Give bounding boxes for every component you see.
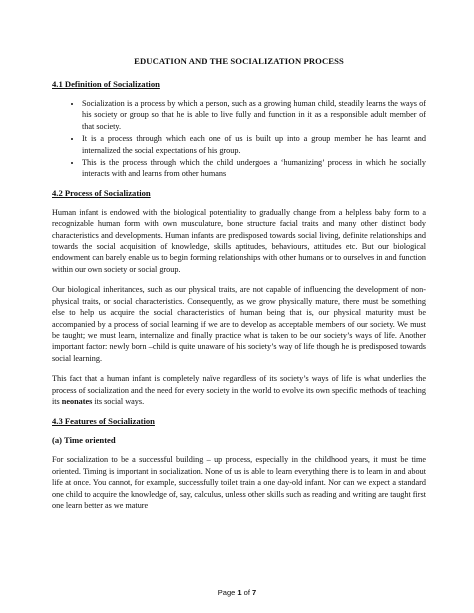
section-heading-features: 4.3 Features of Socialization (52, 416, 155, 427)
page-label: Page (217, 588, 236, 597)
process-paragraph: Human infant is endowed with the biological potentiality to gradually change from a helpless baby form to a recognizable human form with own musculature, bone structure facial traits and many other distinct body characteristics and developments. Human infants are predisposed towards social living, definite relationships and towards the social acquisition of knowledge, skills aptitudes, behaviours, attitudes etc. But our biological endowment can barely enable us to begin forming relationships with other humans or to ourselves in and function within our own society or social group. (52, 207, 426, 274)
definition-bullet: • Socialization is a process by which a person, such as a growing human child, steadily learns the ways of his society or group so that he is able to live fully and function in it as a responsible adult member of that society. (82, 98, 426, 132)
of-label: of (243, 588, 250, 597)
definition-bullet: • It is a process through which each one of us is built up into a group member he has learnt and internalized the social expectations of his group. (82, 133, 426, 156)
features-paragraph: For socialization to be a successful building – up process, especially in the childhood years, it must be time oriented. Timing is important in socialization. None of us is able to learn everything there is to learn in and about life at once. You cannot, for example, successfully toilet train a one day-old infant. Nor can we expect a standard one child to acquire the knowledge of, say, calculus, unless other skills such as reading and writing are taught first one learn better as we mature (52, 455, 426, 510)
page-footer (0, 588, 474, 597)
subheading-time-oriented: (a) Time oriented (52, 435, 116, 446)
document-title: EDUCATION AND THE SOCIALIZATION PROCESS (134, 56, 344, 66)
section-heading-process: 4.2 Process of Socialization (52, 187, 151, 198)
section-heading-definition: 4.1 Definition of Socialization (52, 79, 160, 89)
process-paragraph (52, 373, 426, 407)
definition-bullet: • This is the process through which the child undergoes a ‘humanizing’ process in which he socially interacts with and learns from other humans (82, 157, 426, 180)
total-pages: 7 (252, 588, 257, 597)
process-paragraph: Our biological inheritances, such as our physical traits, are not capable of influencing the development of non- physical traits, or social characteristics. Consequently, as we grow physically mature, there must be something else to help us acquire the social characteristics of human being that is, our physical maturity must be accompanied by a process of social learning if we are to develop as acceptable members of our society. We must be taught; we must learn, internalize and finally practice what is taken to be our society’s ways of life. Another important factor: newly born –child is quite unaware of his society’s way of life though he is predisposed towards social learning. (52, 285, 426, 363)
definition-bullet-list (52, 98, 426, 180)
paragraph-text: its social ways. (92, 396, 145, 406)
paragraph-text: This fact that a human infant is completely naïve regardless of its society’s ways of life is what underlies the process of socialization and the need for every society in the world to evolve its own specific methods of teaching its (52, 374, 426, 406)
page-number: 1 (237, 588, 242, 597)
page-content (52, 56, 426, 520)
bold-term-neonates: neonates (61, 396, 93, 406)
